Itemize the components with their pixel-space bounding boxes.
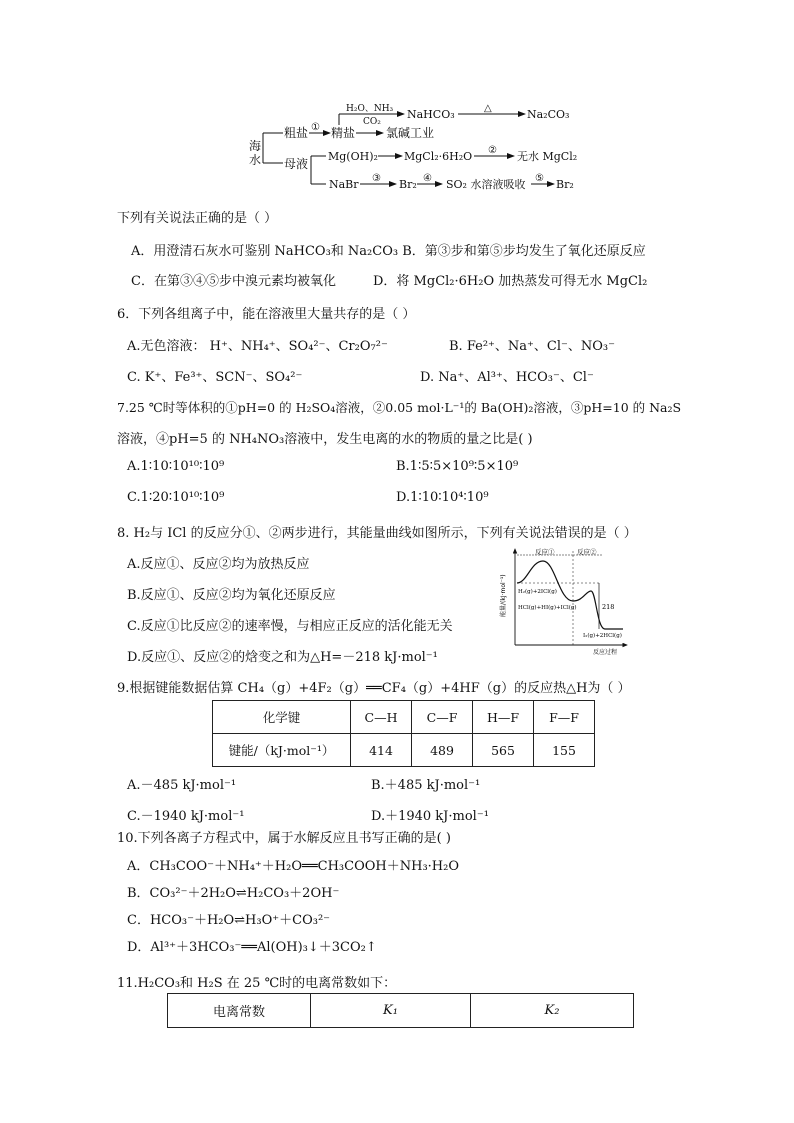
fc-reagent-co2: CO₂ xyxy=(363,117,381,127)
q7-option-d: D.1∶10∶10⁴∶10⁹ xyxy=(396,490,489,505)
fc-mgcl2-hydrate: MgCl₂·6H₂O xyxy=(404,150,473,163)
q10-option-a: A．CH₃COO⁻＋NH₄⁺＋H₂O══CH₃COOH＋NH₃·H₂O xyxy=(127,859,460,874)
q10-option-b: B．CO₃²⁻＋2H₂O⇌H₂CO₃＋2OH⁻ xyxy=(127,886,340,901)
seawater-flowchart xyxy=(0,0,794,200)
table-header-cell: K₁ xyxy=(311,994,471,1028)
q8-stem: 8. H₂与 ICl 的反应分①、②两步进行，其能量曲线如图所示，下列有关说法错误的是（ ） xyxy=(117,526,637,541)
bond-energy-table xyxy=(212,700,595,767)
fc-anhydrous-mgcl2: 无水 MgCl₂ xyxy=(517,150,578,163)
table-header-cell: 电离常数 xyxy=(168,994,311,1028)
q6-option-a: A.无色溶液： H⁺、NH₄⁺、SO₄²⁻、Cr₂O₇²⁻ xyxy=(127,339,388,354)
q8-option-b: B.反应①、反应②均为氧化还原反应 xyxy=(127,588,336,603)
fc-step2: ② xyxy=(488,145,497,156)
table-cell: 489 xyxy=(412,734,473,767)
q9-stem: 9.根据键能数据估算 CH₄（g）+4F₂（g）══CF₄（g）+4HF（g）的反应热△H为（ ） xyxy=(117,681,631,696)
fc-mgoh2: Mg(OH)₂ xyxy=(328,150,378,163)
fc-step5: ⑤ xyxy=(535,173,544,184)
ed-stage1: 反应① xyxy=(535,548,555,556)
fc-step1: ① xyxy=(311,122,320,133)
q7-stem-line1: 7.25 ℃时等体积的①pH=0 的 H₂SO₄溶液，②0.05 mol·L⁻¹的 Ba(OH)₂溶液，③pH=10 的 Na₂S xyxy=(117,400,682,415)
table-cell: 键能/（kJ·mol⁻¹） xyxy=(213,734,351,767)
q9-option-b: B.＋485 kJ·mol⁻¹ xyxy=(371,778,481,793)
fc-br2-a: Br₂ xyxy=(399,178,417,191)
q8-option-a: A.反应①、反应②均为放热反应 xyxy=(127,557,310,572)
fc-step3: ③ xyxy=(372,173,381,184)
table-row xyxy=(213,734,595,767)
q6-option-c: C. K⁺、Fe³⁺、SCN⁻、SO₄²⁻ xyxy=(127,370,303,385)
q9-option-a: A.－485 kJ·mol⁻¹ xyxy=(127,778,237,793)
q5-option-d: D．将 MgCl₂·6H₂O 加热蒸发可得无水 MgCl₂ xyxy=(373,274,648,289)
fc-sea: 海 xyxy=(249,139,262,153)
fc-step4: ④ xyxy=(423,173,432,184)
table-header-cell: 化学键 xyxy=(213,701,351,734)
fc-chlor-alkali: 氯碱工业 xyxy=(386,126,435,140)
table-cell: 414 xyxy=(351,734,412,767)
q8-option-c: C.反应①比反应②的速率慢，与相应正反应的活化能无关 xyxy=(127,619,453,634)
q7-option-b: B.1∶5∶5×10⁹∶5×10⁹ xyxy=(396,459,519,474)
q5-option-c: C．在第③④⑤步中溴元素均被氧化 xyxy=(131,274,336,289)
fc-so2-absorb: SO₂ 水溶液吸收 xyxy=(446,178,526,191)
fc-crude-salt: 粗盐 xyxy=(284,126,309,140)
fc-water: 水 xyxy=(249,153,262,167)
energy-diagram xyxy=(493,545,633,655)
q10-option-c: C．HCO₃⁻＋H₂O⇌H₃O⁺＋CO₃²⁻ xyxy=(127,913,331,928)
fc-heat: △ xyxy=(484,103,492,114)
table-header-cell: F—F xyxy=(534,701,595,734)
ed-state2: HCl(g)+HI(g)+ICl(g) xyxy=(518,605,577,611)
q9-option-d: D.＋1940 kJ·mol⁻¹ xyxy=(371,809,489,824)
ed-ylabel: 能量/(kJ·mol⁻¹) xyxy=(500,574,507,617)
ed-state1: H₂(g)+2ICl(g) xyxy=(518,589,557,595)
fc-reagents-top: H₂O、NH₃ xyxy=(346,104,394,114)
q5-option-a: A．用澄清石灰水可鉴别 NaHCO₃和 Na₂CO₃ B．第③步和第⑤步均发生了氧化还原反应 xyxy=(131,244,646,259)
table-cell: 155 xyxy=(534,734,595,767)
table-row xyxy=(213,701,595,734)
table-header-cell: C—F xyxy=(412,701,473,734)
fc-nahco3: NaHCO₃ xyxy=(407,108,455,121)
ionization-constant-table xyxy=(167,993,634,1028)
fc-refined-salt: 精盐 xyxy=(331,126,356,140)
fc-mother-liquor: 母液 xyxy=(284,157,309,171)
q11-stem: 11.H₂CO₃和 H₂S 在 25 ℃时的电离常数如下： xyxy=(117,976,397,991)
ed-xlabel: 反应过程 xyxy=(593,649,618,655)
table-row xyxy=(168,994,634,1028)
q7-stem-line2: 溶液，④pH=5 的 NH₄NO₃溶液中，发生电离的水的物质的量之比是( ) xyxy=(117,432,533,447)
q10-option-d: D．Al³⁺＋3HCO₃⁻══Al(OH)₃↓＋3CO₂↑ xyxy=(127,940,377,955)
q9-option-c: C.－1940 kJ·mol⁻¹ xyxy=(127,809,245,824)
q7-option-a: A.1∶10∶10¹⁰∶10⁹ xyxy=(127,459,225,474)
table-header-cell: K₂ xyxy=(471,994,634,1028)
table-header-cell: H—F xyxy=(473,701,534,734)
ed-state3: I₂(g)+2HCl(g) xyxy=(583,633,622,639)
q6-stem: 6．下列各组离子中，能在溶液里大量共存的是（ ） xyxy=(117,307,416,322)
fc-nabr: NaBr xyxy=(329,178,359,191)
q8-option-d: D.反应①、反应②的焓变之和为△H=－218 kJ·mol⁻¹ xyxy=(127,650,438,665)
q6-option-d: D. Na⁺、Al³⁺、HCO₃⁻、Cl⁻ xyxy=(420,370,594,385)
q7-option-c: C.1∶20∶10¹⁰∶10⁹ xyxy=(127,490,225,505)
fc-br2-b: Br₂ xyxy=(556,178,574,191)
ed-delta: 218 xyxy=(602,603,615,611)
fc-na2co3: Na₂CO₃ xyxy=(527,108,570,121)
table-cell: 565 xyxy=(473,734,534,767)
q10-stem: 10.下列各离子方程式中，属于水解反应且书写正确的是( ) xyxy=(117,831,451,846)
q6-option-b: B. Fe²⁺、Na⁺、Cl⁻、NO₃⁻ xyxy=(449,339,615,354)
q5-stem: 下列有关说法正确的是（ ） xyxy=(117,211,278,226)
ed-stage2: 反应② xyxy=(577,548,597,556)
table-header-cell: C—H xyxy=(351,701,412,734)
